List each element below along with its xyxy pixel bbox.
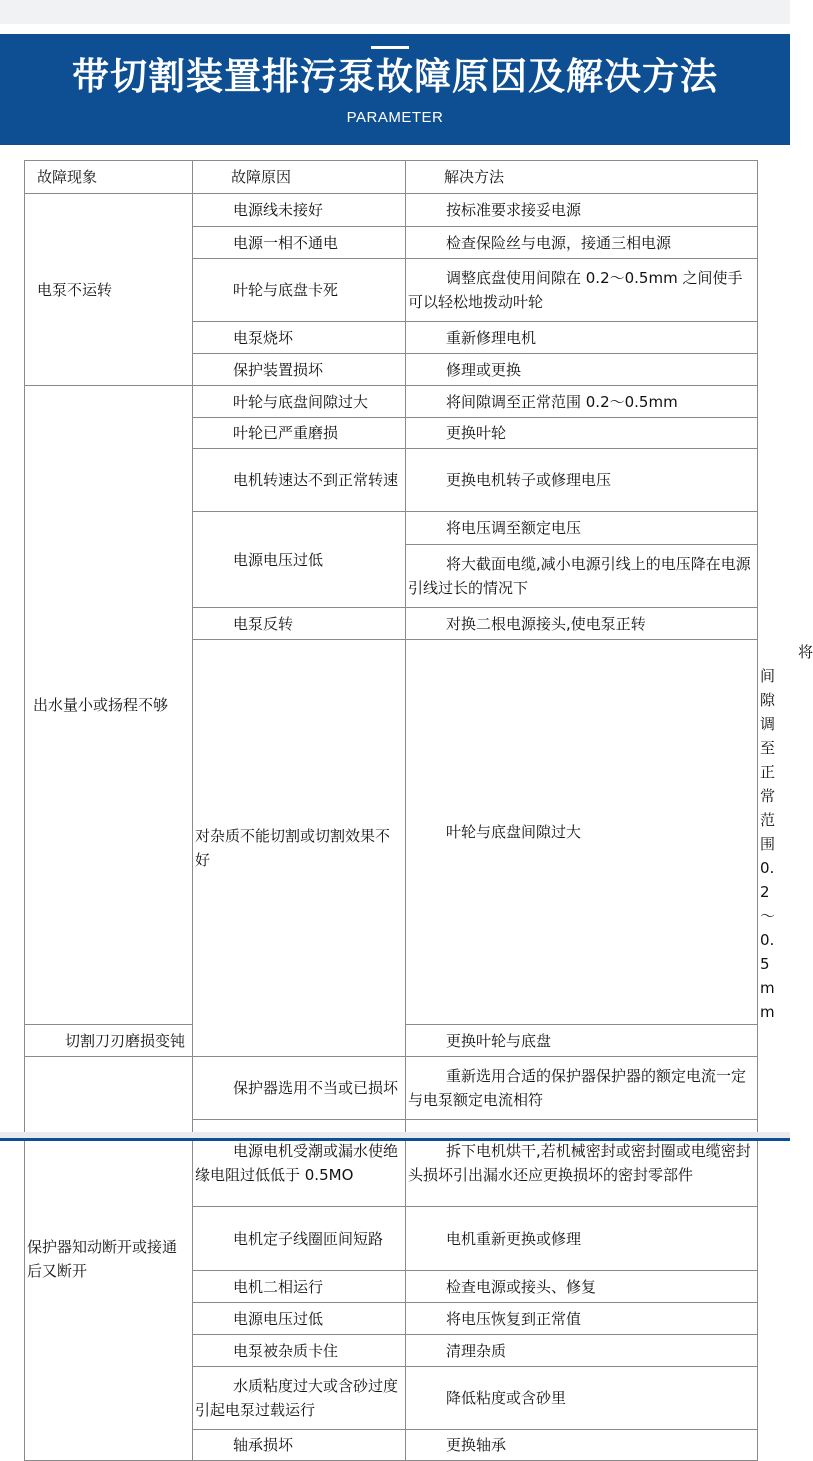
fix-cell: 电机重新更换或修理 xyxy=(406,1207,758,1271)
cause-cell: 保护器选用不当或已损坏 xyxy=(193,1057,406,1120)
fault-table xyxy=(24,160,813,1461)
fix-cell: 检查电源或接头、修复 xyxy=(406,1271,758,1303)
fix-cell: 将电压调至额定电压 xyxy=(406,512,758,545)
table-header-row xyxy=(25,161,758,194)
cause-cell: 叶轮与底盘间隙过大 xyxy=(193,386,406,418)
cause-cell: 电源一相不通电 xyxy=(193,227,406,259)
cause-cell: 电源电压过低 xyxy=(193,512,406,608)
cause-cell: 保护装置损坏 xyxy=(193,354,406,386)
symptom-cell: 电泵不运转 xyxy=(25,194,193,386)
column-header-symptom: 故障现象 xyxy=(25,161,193,194)
fix-cell: 拆下电机烘干,若机械密封或密封圈或电缆密封头损坏引出漏水还应更换损坏的密封零部件 xyxy=(406,1120,758,1207)
page-subtitle: PARAMETER xyxy=(346,109,444,126)
symptom-cell: 保护器知动断开或接通后又断开 xyxy=(25,1057,193,1461)
cause-cell: 电源电机受潮或漏水使绝缘电阻过低低于 0.5MO xyxy=(193,1120,406,1207)
column-header-fix: 解决方法 xyxy=(406,161,758,194)
symptom-cell: 对杂质不能切割或切割效果不好 xyxy=(193,640,406,1057)
cause-cell: 叶轮已严重磨损 xyxy=(193,418,406,449)
cause-cell: 叶轮与底盘间隙过大 xyxy=(406,640,758,1025)
cause-cell: 电泵被杂质卡住 xyxy=(193,1335,406,1367)
fix-cell: 按标准要求接妥电源 xyxy=(406,194,758,227)
cause-cell: 电机转速达不到正常转速 xyxy=(193,449,406,512)
fix-cell: 清理杂质 xyxy=(406,1335,758,1367)
table-row xyxy=(25,1057,758,1120)
table-row: 对杂质不能切割或切割效果不好 叶轮与底盘间隙过大 将间隙调至正常范围 0.2～0.5mm xyxy=(25,640,758,1025)
fix-cell: 更换电机转子或修理电压 xyxy=(406,449,758,512)
table-row xyxy=(25,194,758,227)
table-row xyxy=(25,386,758,418)
fix-cell: 更换叶轮与底盘 xyxy=(406,1025,758,1057)
cause-cell: 电机二相运行 xyxy=(193,1271,406,1303)
fix-cell: 检查保险丝与电源，接通三相电源 xyxy=(406,227,758,259)
fix-cell: 将间隙调至正常范围 0.2～0.5mm xyxy=(406,386,758,418)
fix-cell: 对换二根电源接头,使电泵正转 xyxy=(406,608,758,640)
cause-cell: 切割刀刃磨损变钝 xyxy=(25,1025,193,1057)
cause-cell: 电机定子线圈匝间短路 xyxy=(193,1207,406,1271)
cause-cell: 水质粘度过大或含砂过度引起电泵过载运行 xyxy=(193,1367,406,1430)
fix-cell: 将大截面电缆,减小电源引线上的电压降在电源引线过长的情况下 xyxy=(406,545,758,608)
top-strip xyxy=(0,0,790,24)
fix-cell: 调整底盘使用间隙在 0.2～0.5mm 之间使手可以轻松地拨动叶轮 xyxy=(406,259,758,322)
title-decoration-line xyxy=(371,46,409,49)
fix-cell: 降低粘度或含砂里 xyxy=(406,1367,758,1430)
fix-cell: 重新选用合适的保护器保护器的额定电流一定与电泵额定电流相符 xyxy=(406,1057,758,1120)
fix-cell: 更换轴承 xyxy=(406,1430,758,1461)
cause-cell: 电源线未接好 xyxy=(193,194,406,227)
column-header-cause: 故障原因 xyxy=(193,161,406,194)
fix-cell: 将电压恢复到正常值 xyxy=(406,1303,758,1335)
cause-cell: 电源电压过低 xyxy=(193,1303,406,1335)
fix-cell: 更换叶轮 xyxy=(406,418,758,449)
cause-cell: 电泵反转 xyxy=(193,608,406,640)
fix-cell: 修理或更换 xyxy=(406,354,758,386)
fix-cell: 重新修理电机 xyxy=(406,322,758,354)
symptom-cell: 出水量小或扬程不够 xyxy=(25,386,193,1025)
cause-cell: 叶轮与底盘卡死 xyxy=(193,259,406,322)
cause-cell: 电泵烧坏 xyxy=(193,322,406,354)
bottom-accent-line xyxy=(0,1138,790,1141)
page-title: 带切割装置排污泵故障原因及解决方法 xyxy=(72,55,718,98)
cause-cell: 轴承损坏 xyxy=(193,1430,406,1461)
